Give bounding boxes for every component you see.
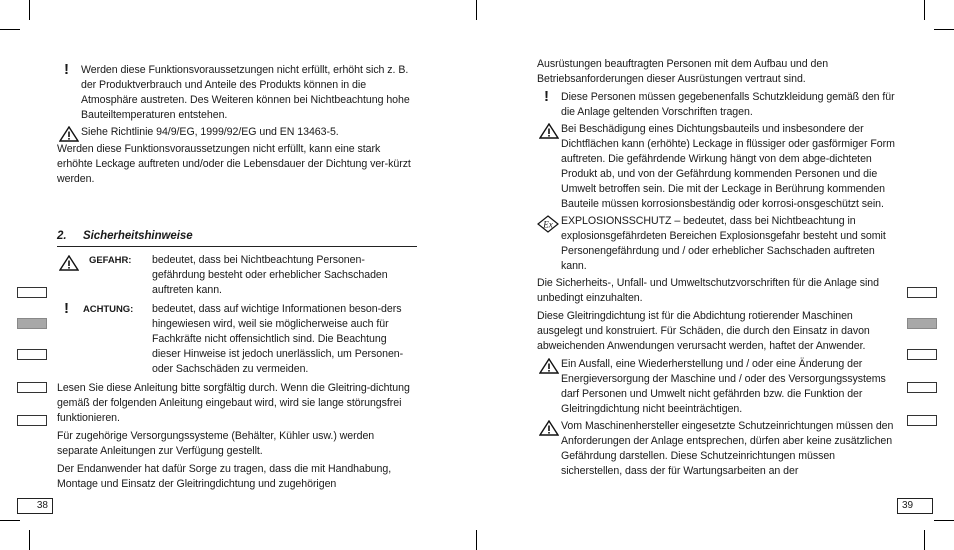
right-column — [537, 57, 897, 481]
warning-triangle-icon — [59, 255, 79, 271]
paragraph: Werden diese Funktionsvoraussetzungen nicht erfüllt, kann eine stark erhöhte Leckage auftreten und/oder die Lebensdauer der Dichtung ver-kürzt werden. — [57, 143, 411, 185]
note-text: Ein Ausfall, eine Wiederherstellung und / oder eine Änderung der Energieversorgung der Maschine und / oder des Versorgungssystems darf Personen und Umwelt nicht gefährden bzw. die Funktion der Gleitringdichtung nicht beeinträchtigen. — [561, 358, 886, 415]
note-text: Bei Beschädigung eines Dichtungsbauteils und insbesondere der Dichtflächen kann (erhöhte) Leckage in flüssiger oder gasförmiger Form auftreten. Die gefährdende Wirkung hängt von dem abge-dichteten Produkt ab, und von der Gefährdung kommenden Personen und die Umwelt betroffen sein. Die mit der Leckage in Berührung kommenden Bauteile müssen korrosionsbeständig oder korrosi-onsgeschützt sein. — [561, 123, 895, 210]
definition-text: bedeutet, dass auf wichtige Informationen beson-ders hingewiesen wird, weil sie möglicherweise auch für Fachkräfte nicht offensichtlich sind. Die Beachtung dieser Hinweise ist jedoch unerlässlich, um Personen- oder Sachschäden zu vermeiden. — [152, 303, 404, 375]
paragraph: Lesen Sie diese Anleitung bitte sorgfältig durch. Wenn die Gleitring-dichtung gemäß der folgenden Anleitung eingebaut wird, wird sie lange störungsfrei funktionieren. — [57, 382, 410, 424]
section-title: Sicherheitshinweise — [83, 230, 193, 242]
chapter-tab — [17, 287, 47, 298]
chapter-tab — [17, 349, 47, 360]
paragraph: Der Endanwender hat dafür Sorge zu tragen, dass die mit Handhabung, Montage und Einsatz der Gleitringdichtung und zugehörigen — [57, 463, 392, 490]
warning-triangle-icon — [539, 358, 559, 374]
note-text: Werden diese Funktionsvoraussetzungen nicht erfüllt, erhöht sich z. B. der Produktverbrauch und Anteile des Produkts können in die Atmosphäre austreten. Des Weiteren können bei Nichtbeachtung hohe Bauteiltemperaturen entstehen. — [81, 64, 410, 121]
page-number: 38 — [17, 498, 53, 514]
note-text: Siehe Richtlinie 94/9/EG, 1999/92/EG und EN 13463-5. — [81, 126, 339, 138]
warning-note — [57, 125, 417, 140]
note-text: Diese Personen müssen gegebenenfalls Schutzkleidung gemäß den für die Anlage geltenden Vorschriften tragen. — [561, 91, 895, 118]
attention-note — [537, 90, 897, 120]
ex-explosion-icon — [537, 215, 559, 233]
attention-note — [57, 63, 417, 123]
paragraph: Die Sicherheits-, Unfall- und Umweltschutzvorschriften für die Anlage sind unbedingt einzuhalten. — [537, 277, 879, 304]
warning-triangle-icon — [539, 123, 559, 139]
explosion-note — [537, 214, 897, 274]
gefahr-definition — [57, 253, 417, 298]
chapter-tab — [907, 349, 937, 360]
paragraph: Diese Gleitringdichtung ist für die Abdichtung rotierender Maschinen ausgelegt und konstruiert. Für Schäden, die durch den Einsatz in davon abweichenden Anwendungen verursacht werden, haftet der Anwender. — [537, 310, 870, 352]
chapter-tab — [17, 415, 47, 426]
page-number: 39 — [897, 498, 933, 514]
left-column — [57, 63, 417, 495]
exclamation-icon: ! — [64, 300, 69, 317]
exclamation-icon: ! — [64, 61, 69, 78]
chapter-tab-active — [17, 318, 47, 329]
warning-note — [537, 419, 897, 479]
definition-text: bedeutet, dass bei Nichtbeachtung Personen-gefährdung besteht oder erheblicher Sachschaden auftreten kann. — [152, 254, 388, 296]
right-page — [477, 0, 954, 550]
section-number: 2. — [57, 230, 67, 242]
signal-word-list — [57, 253, 417, 377]
note-text: EXPLOSIONSSCHUTZ – bedeutet, dass bei Nichtbeachtung in explosionsgefährdeten Bereichen Explosionsgefahr besteht und somit Personengefährdung und / oder erheblicher Sachschaden auftreten kann. — [561, 215, 886, 272]
warning-triangle-icon — [59, 126, 79, 142]
note-text: Vom Maschinenhersteller eingesetzte Schutzeinrichtungen müssen den Anforderungen der Anlage entsprechen, dürfen aber keine zusätzlichen Gefährdung darstellen. Diese Schutzeinrichtungen müssen sicherstellen, dass der für Wartungsarbeiten an der — [561, 420, 894, 477]
warning-note — [537, 122, 897, 212]
chapter-tab — [907, 382, 937, 393]
chapter-tab — [907, 287, 937, 298]
warning-triangle-icon — [539, 420, 559, 436]
exclamation-icon: ! — [544, 88, 549, 105]
achtung-definition — [57, 302, 417, 377]
paragraph: Für zugehörige Versorgungssysteme (Behälter, Kühler usw.) werden separate Anleitungen zur Verfügung gestellt. — [57, 430, 375, 457]
signal-word-gefahr: GEFAHR: — [89, 255, 132, 266]
signal-word-achtung: ACHTUNG: — [83, 304, 134, 315]
warning-note — [537, 357, 897, 417]
ex-label: Ex — [543, 219, 553, 230]
paragraph: Ausrüstungen beauftragten Personen mit dem Aufbau und den Betriebsanforderungen dieser Ausrüstungen vertraut sind. — [537, 58, 829, 85]
section-heading — [57, 229, 417, 247]
chapter-tab — [17, 382, 47, 393]
chapter-tab — [907, 415, 937, 426]
chapter-tab-active — [907, 318, 937, 329]
